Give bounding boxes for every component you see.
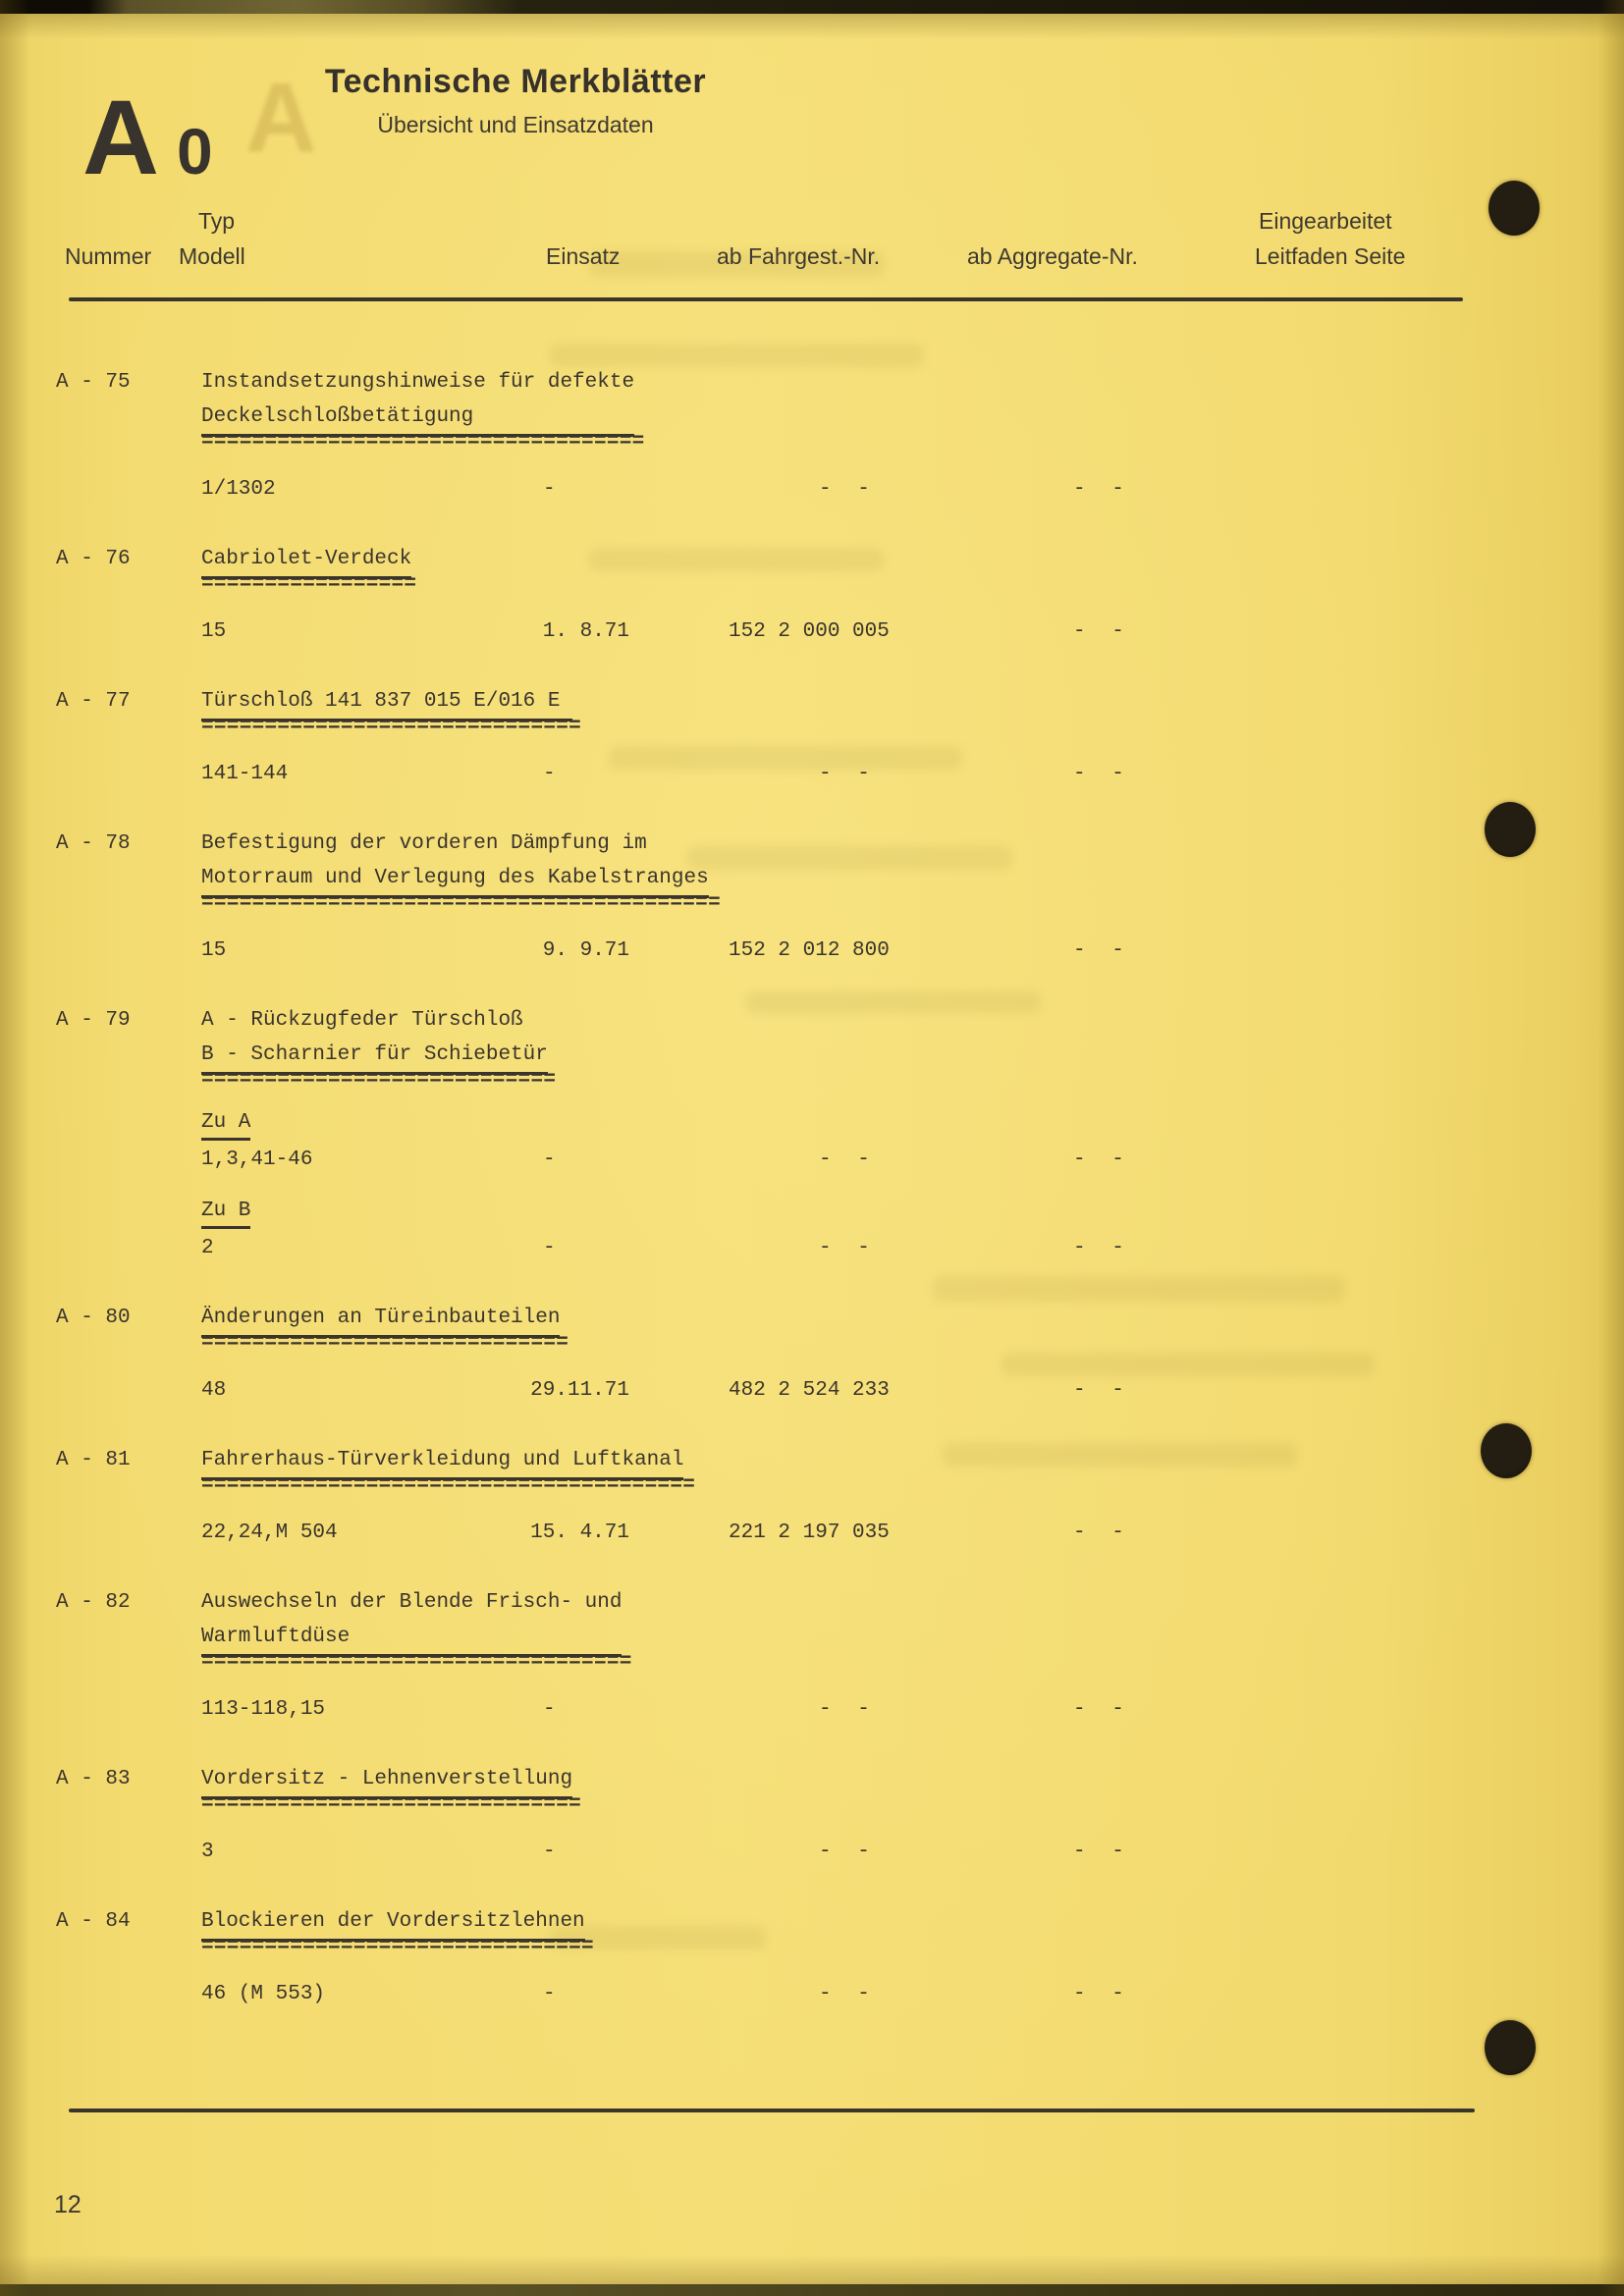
cell-aggregate: - -: [1073, 1522, 1124, 1544]
section-code-letter: A: [82, 78, 157, 196]
entry-number: A - 82: [56, 1591, 131, 1614]
cell-fahrgestell: - -: [819, 1983, 870, 2005]
column-header-leitfaden: Leitfaden Seite: [1255, 243, 1406, 269]
table-row: [201, 1516, 1624, 1550]
cell-modell: 1/1302: [201, 478, 276, 501]
row-sublabel: [201, 1197, 1624, 1229]
cell-einsatz: -: [543, 1698, 556, 1721]
entry-title-line: Instandsetzungshinweise für defekte: [201, 371, 635, 394]
section-logo: [82, 78, 213, 196]
cell-aggregate: - -: [1073, 1237, 1124, 1259]
cell-modell: 46 (M 553): [201, 1983, 326, 2005]
cell-aggregate: - -: [1073, 763, 1124, 785]
entry-number: A - 76: [56, 548, 131, 570]
entry-title-line-underlined: Deckelschloßbetätigung: [201, 400, 634, 437]
table-row: [201, 1231, 1624, 1265]
typed-double-rule: ============================: [201, 1069, 557, 1092]
sublabel-text: Zu B: [201, 1197, 250, 1229]
cell-fahrgestell: - -: [819, 478, 870, 501]
entry-title-line-underlined: Fahrerhaus-Türverkleidung und Luftkanal: [201, 1443, 683, 1480]
cell-modell: 2: [201, 1237, 214, 1259]
punch-hole: [1489, 181, 1540, 236]
entry-title-line-underlined: Motorraum und Verlegung des Kabelstranges: [201, 861, 709, 898]
table-row: [201, 1835, 1624, 1869]
scan-bottom-shadow: [0, 2255, 1624, 2284]
section-code-number: 0: [177, 115, 213, 187]
table-row: [201, 472, 1624, 507]
cell-modell: 113-118,15: [201, 1698, 326, 1721]
entry-number: A - 81: [56, 1449, 131, 1471]
page-number: 12: [54, 2191, 81, 2218]
cell-einsatz: -: [543, 1983, 556, 2005]
entry-title-line-underlined: Türschloß 141 837 015 E/016 E: [201, 684, 572, 721]
page-title: Technische Merkblätter: [324, 63, 707, 100]
entry-title-line: Auswechseln der Blende Frisch- und: [201, 1591, 623, 1614]
cell-aggregate: - -: [1073, 1841, 1124, 1863]
page-subtitle: Übersicht und Einsatzdaten: [377, 112, 654, 137]
cell-aggregate: - -: [1073, 1379, 1124, 1402]
entry-title-line: A - Rückzugfeder Türschloß: [201, 1009, 523, 1032]
typed-double-rule: ===================================: [201, 431, 645, 454]
column-header-nummer: Nummer: [65, 243, 152, 269]
cell-modell: 15: [201, 620, 227, 643]
typed-double-rule: =============================: [201, 1332, 569, 1355]
entry-a75: [0, 365, 1624, 507]
table-row: [201, 1692, 1624, 1727]
cell-einsatz: -: [543, 1841, 556, 1863]
column-header-modell: Modell: [179, 243, 245, 269]
entry-title-line-underlined: B - Scharnier für Schiebetür: [201, 1038, 548, 1075]
entry-number: A - 75: [56, 371, 131, 394]
entry-title-line-underlined: Cabriolet-Verdeck: [201, 542, 411, 579]
entry-title-line-underlined: Vordersitz - Lehnenverstellung: [201, 1762, 572, 1799]
cell-modell: 22,24,M 504: [201, 1522, 338, 1544]
column-header-einsatz: Einsatz: [546, 243, 621, 269]
cell-aggregate: - -: [1073, 478, 1124, 501]
entry-a79: [0, 1003, 1624, 1265]
entry-title-line-underlined: Warmluftdüse: [201, 1620, 622, 1657]
typed-double-rule: ===============================: [201, 1936, 594, 1958]
typed-double-rule: =======================================: [201, 1474, 696, 1497]
cell-aggregate: - -: [1073, 939, 1124, 962]
sublabel-text: Zu A: [201, 1108, 250, 1141]
entry-number: A - 77: [56, 690, 131, 713]
entry-title-line-underlined: Blockieren der Vordersitzlehnen: [201, 1904, 585, 1942]
typed-double-rule: ==============================: [201, 716, 582, 738]
cell-aggregate: - -: [1073, 1148, 1124, 1171]
entry-title-line-underlined: Änderungen an Türeinbauteilen: [201, 1301, 560, 1338]
entry-a84: [0, 1904, 1624, 2011]
entry-a83: [0, 1762, 1624, 1869]
column-header-eingearbeitet: Eingearbeitet: [1259, 208, 1392, 234]
entry-a82: [0, 1585, 1624, 1727]
cell-fahrgestell: 221 2 197 035: [729, 1522, 890, 1544]
ghost-watermark-letter: A: [245, 63, 317, 173]
showthrough-smudge: [550, 344, 923, 367]
scan-top-shadow: [0, 14, 1624, 39]
table-row: [201, 1373, 1624, 1408]
typed-double-rule: ==============================: [201, 1793, 582, 1816]
typed-double-rule: =========================================: [201, 892, 721, 915]
typed-double-rule: =================: [201, 573, 417, 596]
cell-einsatz: 9. 9.71: [542, 939, 629, 962]
cell-fahrgestell: - -: [819, 763, 870, 785]
entries-list: [0, 365, 1624, 2047]
cell-modell: 141-144: [201, 763, 289, 785]
cell-fahrgestell: 482 2 524 233: [729, 1379, 890, 1402]
entry-number: A - 78: [56, 832, 131, 855]
cell-einsatz: 1. 8.71: [542, 620, 629, 643]
entry-a80: [0, 1301, 1624, 1408]
cell-modell: 1,3,41-46: [201, 1148, 313, 1171]
cell-fahrgestell: - -: [819, 1237, 870, 1259]
cell-fahrgestell: - -: [819, 1698, 870, 1721]
row-sublabel: [201, 1108, 1624, 1141]
column-header-fahrgestell: ab Fahrgest.-Nr.: [717, 243, 881, 269]
scan-top-edge: [0, 0, 1624, 14]
cell-aggregate: - -: [1073, 1983, 1124, 2005]
scan-bottom-edge: [0, 2284, 1624, 2296]
cell-einsatz: -: [543, 763, 556, 785]
table-row: [201, 757, 1624, 791]
entry-a77: [0, 684, 1624, 791]
cell-aggregate: - -: [1073, 1698, 1124, 1721]
cell-modell: 48: [201, 1379, 227, 1402]
entry-number: A - 80: [56, 1307, 131, 1329]
entry-a81: [0, 1443, 1624, 1550]
cell-einsatz: -: [543, 478, 556, 501]
cell-einsatz: 15. 4.71: [530, 1522, 629, 1544]
column-header-typ: Typ: [198, 208, 236, 234]
cell-fahrgestell: 152 2 000 005: [729, 620, 890, 643]
typed-double-rule: ==================================: [201, 1651, 632, 1674]
cell-modell: 3: [201, 1841, 214, 1863]
entry-number: A - 84: [56, 1910, 131, 1933]
entry-number: A - 83: [56, 1768, 131, 1790]
cell-fahrgestell: 152 2 012 800: [729, 939, 890, 962]
table-row: [201, 1977, 1624, 2011]
cell-einsatz: -: [543, 1148, 556, 1171]
column-header-aggregate: ab Aggregate-Nr.: [967, 243, 1138, 269]
table-row: [201, 1143, 1624, 1177]
table-row: [201, 614, 1624, 649]
entry-number: A - 79: [56, 1009, 131, 1032]
cell-fahrgestell: - -: [819, 1148, 870, 1171]
cell-einsatz: -: [543, 1237, 556, 1259]
cell-fahrgestell: - -: [819, 1841, 870, 1863]
entry-a76: [0, 542, 1624, 649]
cell-modell: 15: [201, 939, 227, 962]
table-row: [201, 934, 1624, 968]
entry-a78: [0, 827, 1624, 968]
header-rule: [69, 297, 1463, 301]
cell-einsatz: 29.11.71: [530, 1379, 629, 1402]
footer-rule: [69, 2109, 1475, 2112]
entry-title-line: Befestigung der vorderen Dämpfung im: [201, 832, 647, 855]
cell-aggregate: - -: [1073, 620, 1124, 643]
